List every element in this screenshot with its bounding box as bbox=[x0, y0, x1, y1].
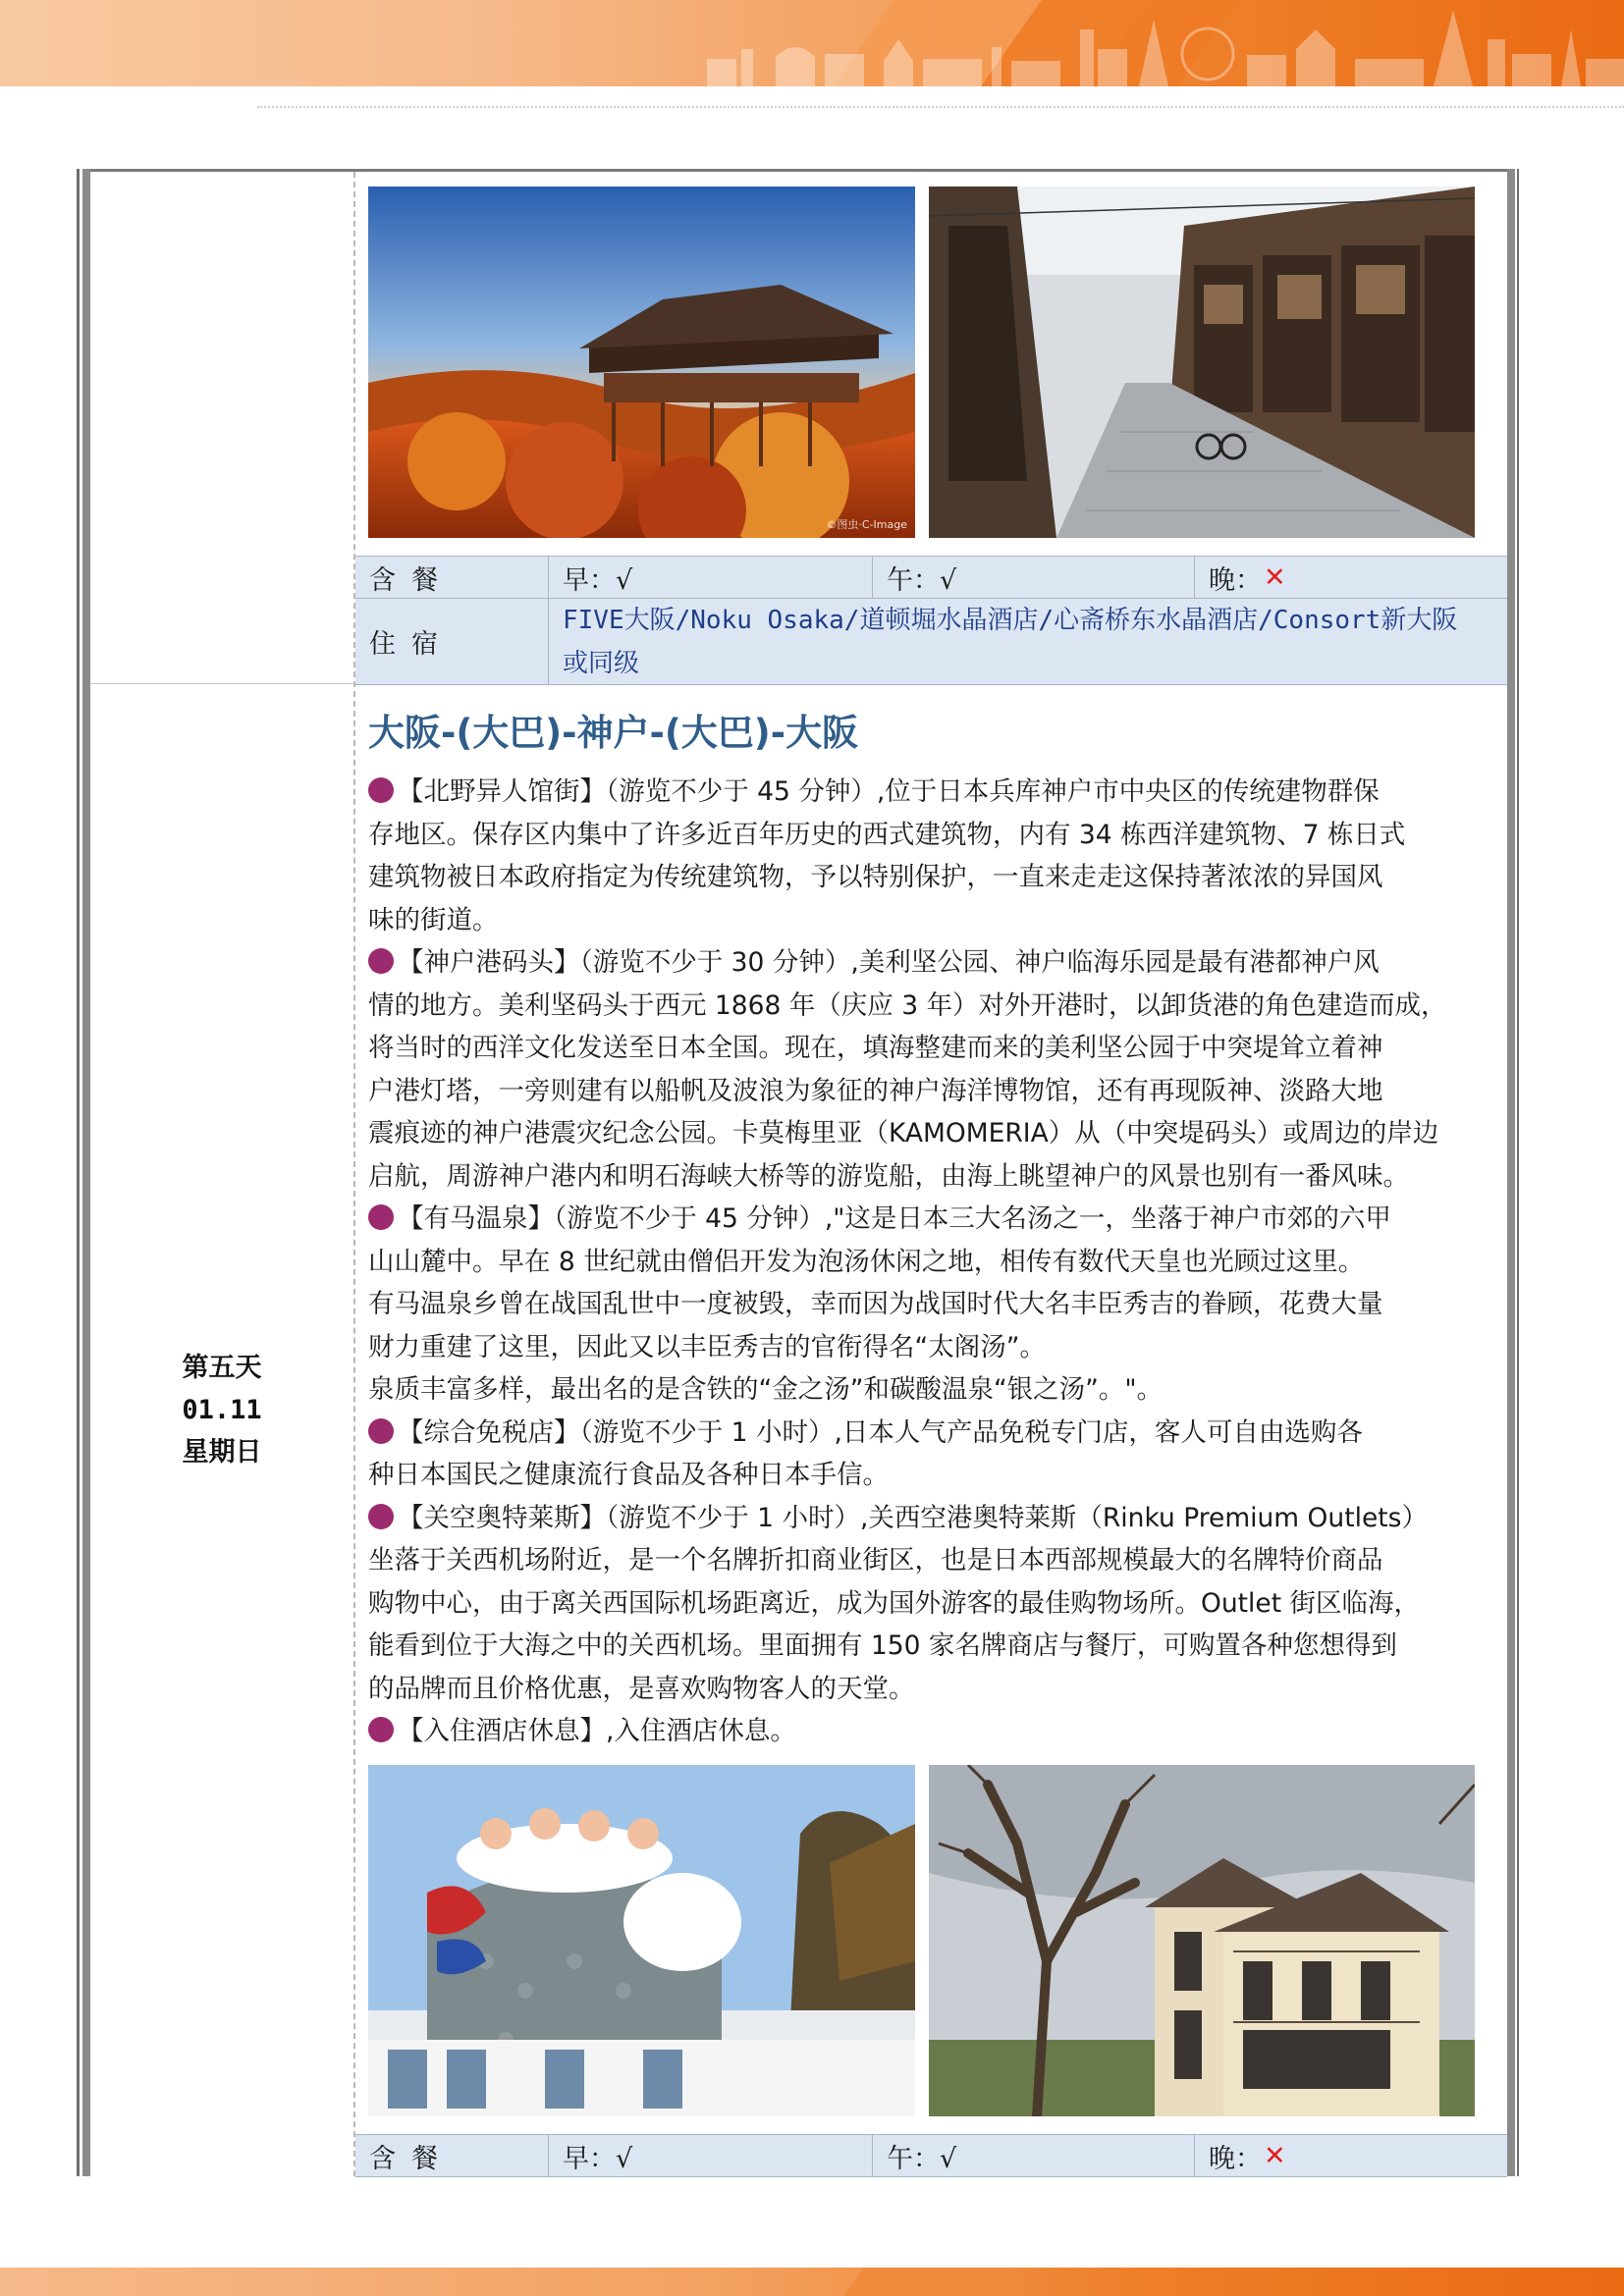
itinerary-line-text: 有马温泉乡曾在战国乱世中一度被毁，幸而因为战国时代大名丰臣秀吉的眷顾，花费大量 bbox=[368, 1289, 1383, 1319]
itinerary-line bbox=[368, 1412, 1507, 1455]
itinerary-line bbox=[368, 985, 1507, 1028]
itinerary-line-text: 的品牌而且价格优惠，是喜欢购物客人的天堂。 bbox=[368, 1673, 915, 1704]
footer-stripe bbox=[844, 2268, 1021, 2296]
dinner-label: 晚： bbox=[1209, 564, 1262, 596]
itinerary-line-text: 种日本国民之健康流行食品及各种日本手信。 bbox=[368, 1460, 889, 1490]
itinerary-line-text: 【北野异人馆街】（游览不少于 45 分钟）,位于日本兵库神户市中央区的传统建物群保 bbox=[398, 776, 1380, 807]
meals-row bbox=[355, 556, 1507, 599]
photo-kiyomizu-temple bbox=[368, 187, 915, 538]
itinerary-line-text: 【有马温泉】（游览不少于 45 分钟）,"这是日本三大名汤之一，坐落于神户市郊的六甲 bbox=[398, 1203, 1391, 1234]
bullet-icon bbox=[368, 1504, 394, 1529]
itinerary-line bbox=[368, 1668, 1507, 1711]
bullet-icon bbox=[368, 948, 394, 974]
cross-icon: ✕ bbox=[1264, 2140, 1286, 2171]
header-divider bbox=[257, 106, 1624, 108]
itinerary-line bbox=[368, 1497, 1507, 1540]
cross-icon: ✕ bbox=[1264, 561, 1286, 593]
dinner-cell bbox=[1194, 557, 1507, 598]
bullet-icon bbox=[368, 777, 394, 803]
itinerary-line bbox=[368, 1368, 1507, 1412]
itinerary-line-text: 山山麓中。早在 8 世纪就由僧侣开发为泡汤休闲之地，相传有数代天皇也光顾过这里。 bbox=[368, 1246, 1365, 1277]
itinerary-line-text: 购物中心，由于离关西国际机场距离近，成为国外游客的最佳购物场所。Outlet 街区临海， bbox=[368, 1587, 1421, 1619]
breakfast-value: 早：√ bbox=[563, 2143, 633, 2174]
itinerary-line-text: 启航，周游神户港内和明石海峡大桥等的游览船，由海上眺望神户的风景也别有一番风味。 bbox=[368, 1160, 1409, 1192]
itinerary-line-text: 将当时的西洋文化发送至日本全国。现在，填海整建而来的美利坚公园于中突堤耸立着神 bbox=[368, 1033, 1383, 1063]
itinerary-line bbox=[368, 941, 1507, 985]
itinerary-line-text: 财力重建了这里，因此又以丰臣秀吉的官衔得名“太阁汤”。 bbox=[368, 1331, 1046, 1362]
day-weekday: 星期日 bbox=[182, 1437, 262, 1468]
itinerary-line-text: 情的地方。美利坚码头于西元 1868 年（庆应 3 年）对外开港时，以卸货港的角色建造而成， bbox=[368, 989, 1447, 1021]
photo-kyoto-street bbox=[929, 187, 1475, 538]
itinerary-line bbox=[368, 1112, 1507, 1155]
city-skyline-decoration bbox=[687, 0, 1624, 86]
table-right-border bbox=[1507, 169, 1519, 2176]
itinerary-line-text: 坐落于关西机场附近，是一个名牌折扣商业街区，也是日本西部规模最大的名牌特价商品 bbox=[368, 1545, 1383, 1575]
itinerary-line-text: 能看到位于大海之中的关西机场。里面拥有 150 家名牌商店与餐厅，可购置各种您想得到 bbox=[368, 1630, 1397, 1661]
itinerary-line bbox=[368, 1454, 1507, 1497]
lunch-value: 午：√ bbox=[887, 564, 957, 596]
itinerary-body bbox=[368, 771, 1507, 1753]
dinner-cell bbox=[1194, 2135, 1507, 2176]
day-date: 01.11 bbox=[182, 1395, 262, 1425]
lunch-cell bbox=[872, 557, 1194, 598]
bullet-icon bbox=[368, 1204, 394, 1230]
footer-banner bbox=[0, 2268, 1624, 2296]
photo-ijinkan-house bbox=[929, 1765, 1475, 2116]
itinerary-line bbox=[368, 1155, 1507, 1199]
breakfast-value: 早：√ bbox=[563, 564, 633, 596]
hotel-line: FIVE大阪/Noku Osaka/道顿堀水晶酒店/心斋桥东水晶酒店/Consort新大阪 bbox=[563, 606, 1458, 635]
itinerary-line-text: 味的街道。 bbox=[368, 904, 499, 935]
itinerary-line bbox=[368, 1625, 1507, 1668]
itinerary-line-text: 【入住酒店休息】,入住酒店休息。 bbox=[398, 1716, 796, 1746]
itinerary-line bbox=[368, 1027, 1507, 1070]
lunch-cell bbox=[872, 2135, 1194, 2176]
header-banner bbox=[0, 0, 1624, 86]
table-top-border bbox=[77, 169, 1519, 172]
itinerary-line-text: 户港灯塔，一旁则建有以船帆及波浪为象征的神户海洋博物馆，还有再现阪神、淡路大地 bbox=[368, 1075, 1383, 1106]
photo-credit: ©图虫·C-Image bbox=[826, 518, 907, 531]
itinerary-line-text: 存地区。保存区内集中了许多近百年历史的西式建筑物，内有 34 栋西洋建筑物、7 栋日式 bbox=[368, 819, 1406, 850]
itinerary-line-text: 震痕迹的神户港震灾纪念公园。卡莫梅里亚（KAMOMERIA）从（中突堤码头）或周边的岸边 bbox=[368, 1118, 1439, 1148]
meals-label: 含餐 bbox=[369, 564, 454, 596]
itinerary-line bbox=[368, 899, 1507, 942]
itinerary-line bbox=[368, 1241, 1507, 1284]
row-divider bbox=[90, 683, 353, 684]
itinerary-line bbox=[368, 1582, 1507, 1626]
itinerary-line bbox=[368, 814, 1507, 857]
hotel-row bbox=[355, 599, 1507, 685]
itinerary-line bbox=[368, 1326, 1507, 1369]
dinner-label: 晚： bbox=[1209, 2143, 1262, 2174]
meals-label-cell bbox=[355, 2135, 548, 2176]
meals-label: 含餐 bbox=[369, 2143, 454, 2174]
itinerary-line bbox=[368, 771, 1507, 814]
lunch-value: 午：√ bbox=[887, 2143, 957, 2174]
photo-kobe-tower bbox=[368, 1765, 915, 2116]
itinerary-line-text: 【神户港码头】（游览不少于 30 分钟）,美利坚公园、神户临海乐园是最有港都神户风 bbox=[398, 947, 1380, 978]
itinerary-line bbox=[368, 1198, 1507, 1241]
itinerary-line-text: 【综合免税店】（游览不少于 1 小时）,日本人气产品免税专门店，客人可自由选购各 bbox=[398, 1416, 1363, 1448]
meals-label-cell bbox=[355, 557, 548, 598]
table-left-border bbox=[77, 169, 90, 2176]
bullet-icon bbox=[368, 1418, 394, 1444]
itinerary-title: 大阪-(大巴)-神户-(大巴)-大阪 bbox=[368, 712, 859, 754]
itinerary-line bbox=[368, 856, 1507, 899]
column-divider bbox=[353, 172, 355, 2176]
hotel-value-cell bbox=[548, 599, 1507, 684]
meals-row bbox=[355, 2134, 1507, 2177]
bullet-icon bbox=[368, 1717, 394, 1742]
breakfast-cell bbox=[548, 2135, 872, 2176]
hotel-line: 或同级 bbox=[563, 649, 640, 678]
itinerary-line bbox=[368, 1283, 1507, 1326]
itinerary-line bbox=[368, 1710, 1507, 1753]
day-name: 第五天 bbox=[182, 1353, 262, 1383]
breakfast-cell bbox=[548, 557, 872, 598]
itinerary-line bbox=[368, 1539, 1507, 1582]
itinerary-line bbox=[368, 1070, 1507, 1113]
itinerary-line-text: 【关空奥特莱斯】（游览不少于 1 小时）,关西空港奥特莱斯（Rinku Premium Outlets） bbox=[398, 1502, 1428, 1533]
hotel-label: 住宿 bbox=[369, 629, 454, 660]
hotel-label-cell bbox=[355, 599, 548, 684]
itinerary-line-text: 泉质丰富多样，最出名的是含铁的“金之汤”和碳酸温泉“银之汤”。"。 bbox=[368, 1374, 1164, 1405]
itinerary-line-text: 建筑物被日本政府指定为传统建筑物，予以特别保护，一直来走走这保持著浓浓的异国风 bbox=[368, 862, 1383, 892]
